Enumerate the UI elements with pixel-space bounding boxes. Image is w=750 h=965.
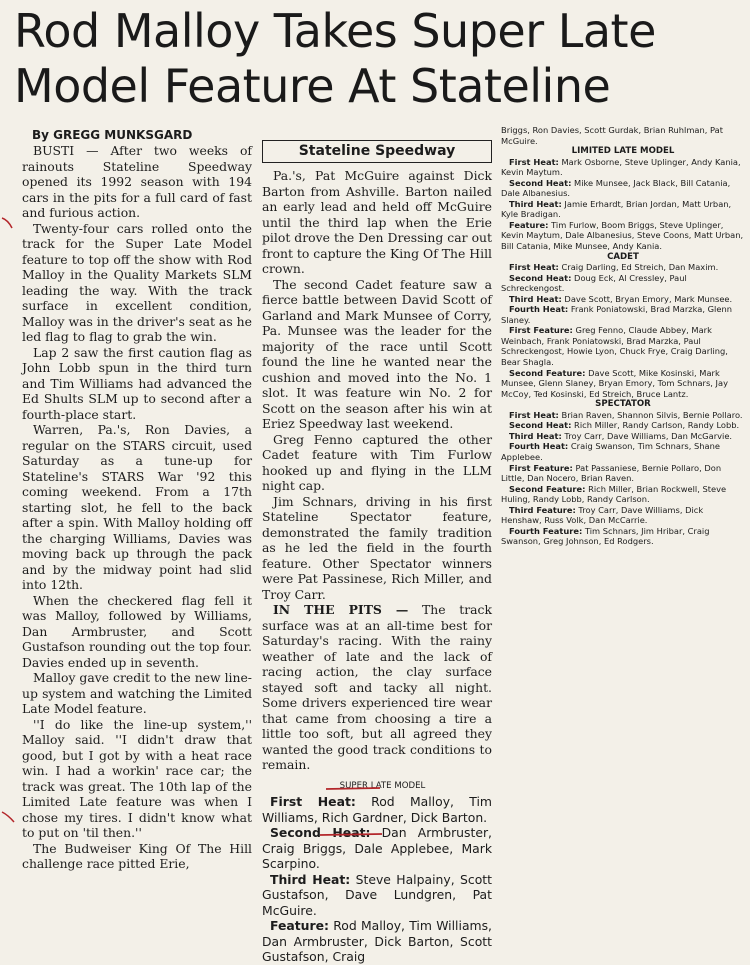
result-names: Rod Malloy, Tim Williams, Dan Armbruster, Dick Barton, Scott Gustafson, Craig (262, 918, 492, 964)
result-names: Greg Fenno, Claude Abbey, Mark Weinbach, Frank Poniatowski, Brad Marzka, Paul Schreckengost, Howie Lyon, Chuck Frye, Craig Darling, Bear Shagla. (501, 325, 728, 368)
result-names: Dave Scott, Bryan Emory, Mark Munsee. (561, 293, 733, 304)
result-names: Dan Armbruster, Craig Briggs, Dale Applebee, Mark Scarpino. (262, 825, 493, 871)
result-entry (501, 420, 745, 431)
result-names: Troy Carr, Dave Williams, Dick Henshaw, Russ Volk, Dan McCarrie. (501, 504, 704, 526)
result-label: Fourth Heat: (509, 441, 569, 452)
result-label: First Heat: (509, 409, 559, 420)
result-entry (501, 441, 745, 462)
in-the-pits-lead: IN THE PITS — (273, 602, 409, 617)
result-entry (501, 262, 745, 273)
result-label: First Feature: (509, 462, 573, 473)
result-entry (501, 463, 745, 484)
result-label: Third Heat: (509, 198, 562, 209)
results-continuation: Briggs, Ron Davies, Scott Gurdak, Brian Ruhlman, Pat McGuire. (501, 125, 723, 146)
result-entry (501, 294, 745, 305)
result-entry (501, 505, 745, 526)
result-label: First Heat: (509, 262, 559, 273)
margin-pen-marks (0, 200, 20, 840)
result-names: Troy Carr, Dave Williams, Dan McGarvie. (561, 430, 733, 441)
result-names: Rich Miller, Brian Rockwell, Steve Huling, Randy Lobb, Randy Carlson. (501, 483, 727, 505)
results-section-title: CADET (607, 251, 639, 262)
result-names: Pat Passaniese, Bernie Pollaro, Don Little, Dan Nocero, Brian Raven. (501, 462, 722, 484)
results-section-title: SPECTATOR (595, 399, 651, 410)
result-label: Third Heat: (509, 293, 562, 304)
byline: By GREGG MUNKSGARD (32, 128, 193, 142)
article-paragraph: Lap 2 saw the first caution flag as John Lobb spun in the third turn and Tim Williams had advanced the Ed Shults SLM up to second after a fourth-place start. (22, 344, 252, 422)
result-names: Brian Raven, Shannon Silvis, Bernie Pollaro. (558, 409, 743, 420)
result-label: First Heat: (270, 794, 356, 809)
result-entry (501, 273, 745, 294)
article-paragraph: Pa.'s, Pat McGuire against Dick Barton from Ashville. Barton nailed an early lead and held off McGuire until the third lap when the Erie pilot drove the Den Dressing car out front to capture the King Of The Hill crown. (262, 168, 492, 276)
result-names: Craig Darling, Ed Streich, Dan Maxim. (558, 262, 719, 273)
result-names: Dave Scott, Mike Kosinski, Mark Munsee, Glenn Slaney, Bryan Emory, Tom Schnars, Jay McCoy, Ted Kosinski, Ed Streich, Bruce Lantz. (501, 367, 729, 399)
column-1-body (22, 143, 252, 872)
result-entry (501, 178, 745, 199)
result-label: Third Heat: (270, 871, 351, 887)
result-label: Feature: (509, 219, 549, 230)
results-section (501, 399, 745, 547)
margin-mark-upper (2, 218, 12, 228)
result-label: Third Heat: (509, 430, 562, 441)
article-paragraph: When the checkered flag fell it was Malloy, followed by Williams, Dan Armbruster, and Scott Gustafson rounding out the top four. Davies ended up in seventh. (22, 592, 252, 670)
article-paragraph: Greg Fenno captured the other Cadet feature with Tim Furlow hooked up and flying in the LLM night cap. (262, 431, 492, 493)
article-paragraph: The second Cadet feature saw a fierce battle between David Scott of Garland and Mark Munsee of Corry, Pa. Munsee was the leader for the majority of the race until Scott found the line he wanted near the cushion and moved into the No. 1 slot. It was feature win No. 2 for Scott on the season after his win at Eriez Speedway last weekend. (262, 276, 492, 431)
result-entry (501, 368, 745, 400)
result-label: First Feature: (509, 325, 573, 336)
result-label: Fourth Heat: (509, 304, 569, 315)
underline-feature (320, 834, 382, 835)
track-name-box: Stateline Speedway (262, 140, 492, 163)
article-paragraph: ''I do like the line-up system,'' Malloy said. ''I didn't draw that good, but I got by with a heat race win. I had a workin' race car; the track was great. The 10th lap of the Limited Late feature was when I chose my tires. I didn't know what to put on 'til then.'' (22, 716, 252, 840)
result-names: Mark Osborne, Steve Uplinger, Andy Kania, Kevin Maytum. (501, 156, 741, 178)
result-label: Fourth Feature: (509, 525, 583, 536)
result-entry (501, 484, 745, 505)
result-names: Mike Munsee, Jack Black, Bill Catania, Dale Albanesius. (501, 177, 731, 199)
result-label: Second Heat: (509, 420, 572, 431)
result-label: First Heat: (509, 156, 559, 167)
result-entry (262, 872, 492, 919)
margin-mark-lower (2, 812, 14, 822)
result-entry (501, 157, 745, 178)
article-paragraph: Warren, Pa.'s, Ron Davies, a regular on the STARS circuit, used Saturday as a tune-up for Stateline's STARS War '92 this coming weekend. From a 17th starting slot, he fell to the back after a spin. With Malloy holding off the charging Williams, Davies was moving back up through the pack and by the midway point had slid into 12th. (22, 422, 252, 592)
article-paragraph: The Budweiser King Of The Hill challenge race pitted Erie, (22, 840, 252, 871)
underline-first-heat (326, 788, 380, 789)
result-label: Second Feature: (509, 367, 586, 378)
result-names: Craig Swanson, Tim Schnars, Shane Applebee. (501, 441, 720, 462)
result-entry (501, 526, 745, 547)
result-names: Steve Halpainy, Scott Gustafson, Dave Lundgren, Pat McGuire. (262, 871, 492, 918)
result-label: Second Heat: (509, 177, 572, 188)
results-section-title: LIMITED LATE MODEL (571, 146, 675, 157)
result-names: Frank Poniatowski, Brad Marzka, Glenn Slaney. (501, 304, 732, 325)
results-section (501, 146, 745, 251)
article-column-1 (22, 128, 252, 872)
article-paragraph: Twenty-four cars rolled onto the track for the Super Late Model feature to top off the show with Rod Malloy in the Quality Markets SLM leading the way. With the track surface in excellent condition, Malloy was in the driver's seat as he led flag to flag to grab the win. (22, 220, 252, 344)
results-sections (501, 146, 745, 547)
result-names: Rich Miller, Randy Carlson, Randy Lobb. (571, 420, 740, 431)
in-the-pits-paragraph (262, 602, 492, 773)
in-the-pits-text: The track surface was at an all-time best for Saturday's racing. With the rainy weather of late and the lack of racing action, the clay surface stayed soft and tacky all night. Some drivers experienced tire wear that came from choosing a tire a little too soft, but all agreed they wanted the good track conditions to remain. (262, 602, 492, 772)
result-label: Second Heat: (509, 272, 572, 283)
article-paragraph: BUSTI — After two weeks of rainouts Stateline Speedway opened its 1992 season with 194 cars in the pits for a full card of fast and furious action. (22, 143, 252, 220)
result-entry (501, 410, 745, 421)
result-names: Tim Schnars, Jim Hribar, Craig Swanson, Greg Johnson, Ed Rodgers. (501, 525, 710, 547)
result-entry (501, 431, 745, 442)
result-entry (501, 304, 745, 325)
results-section (501, 252, 745, 400)
result-label: Third Feature: (509, 504, 576, 515)
result-names: Tim Furlow, Boom Briggs, Steve Uplinger, Kevin Maytum, Dale Albanesius, Steve Coons, Matt Urban, Bill Catania, Mike Munsee, Andy Kania. (501, 219, 744, 252)
results-column (501, 125, 745, 547)
result-entry (262, 918, 492, 965)
result-names: Doug Eck, Al Cressley, Paul Schreckengost. (501, 272, 687, 294)
result-entry (501, 325, 745, 367)
column-2-body (262, 168, 492, 602)
result-label: Second Feature: (509, 483, 586, 494)
headline: Rod Malloy Takes Super Late Model Feature At Stateline (14, 4, 656, 113)
result-entry (501, 220, 745, 252)
underline-pen-marks (320, 785, 390, 845)
result-names: Jamie Erhardt, Brian Jordan, Matt Urban, Kyle Bradigan. (501, 198, 732, 220)
result-label: Second Heat: (270, 825, 371, 840)
article-paragraph: Jim Schnars, driving in his first Stateline Spectator feature, demonstrated the family tradition as he led the field in the fourth feature. Other Spectator winners were Pat Passinese, Rich Miller, and Troy Carr. (262, 493, 492, 602)
article-paragraph: Malloy gave credit to the new line-up system and watching the Limited Late Model feature. (22, 670, 252, 716)
results-section-title: SUPER LATE MODEL (339, 780, 426, 791)
result-names: Rod Malloy, Tim Williams, Rich Gardner, Dick Barton. (262, 794, 492, 825)
result-entry (501, 199, 745, 220)
result-label: Feature: (270, 918, 329, 933)
